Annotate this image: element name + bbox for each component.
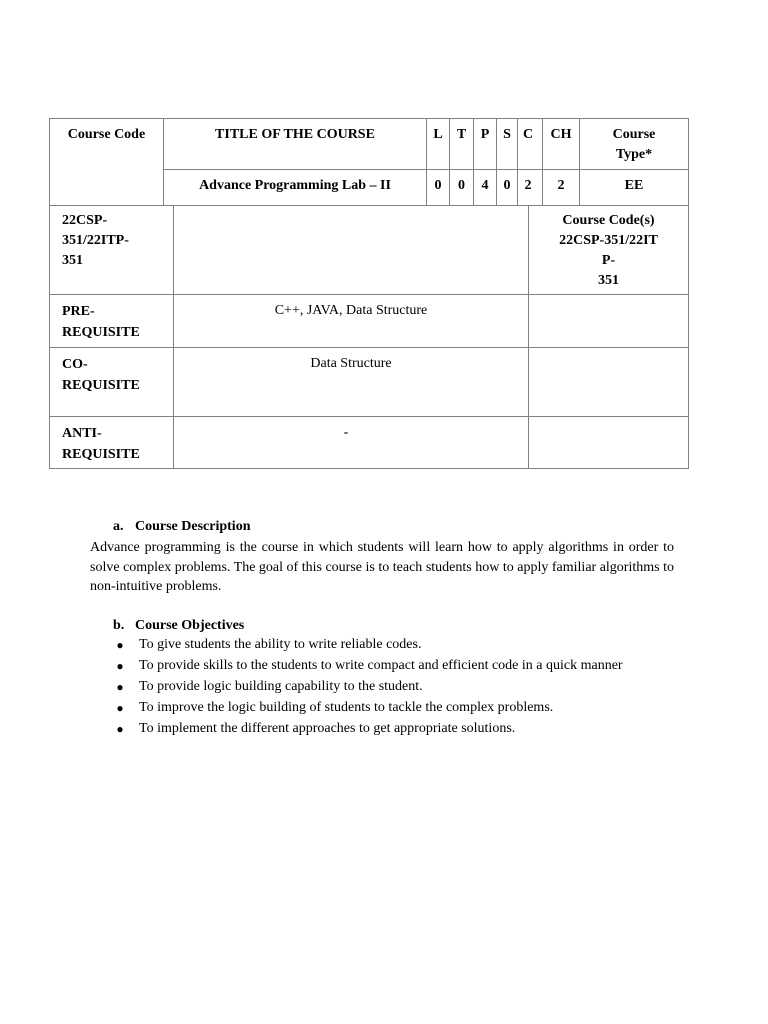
- course-ch: 2: [557, 178, 565, 193]
- course-code-line1: 22CSP-: [62, 213, 108, 228]
- bullet-icon: ●: [116, 701, 124, 715]
- header-p: P: [480, 127, 490, 142]
- table-border-bottom: [49, 468, 689, 469]
- course-codes-right: [529, 211, 688, 291]
- antireq-value: -: [343, 425, 349, 440]
- objectives-heading-text: Course Objectives: [135, 618, 245, 633]
- antireq-label-line2: REQUISITE: [62, 447, 140, 462]
- bullet-icon: ●: [116, 680, 124, 694]
- course-t: 0: [458, 178, 465, 193]
- table-border-top: [49, 118, 689, 119]
- list-item: [112, 677, 692, 698]
- course-code-line3: 351: [62, 253, 83, 268]
- objectives-marker: b.: [113, 618, 125, 633]
- objectives-heading: [113, 616, 244, 636]
- objective-text: To improve the logic building of students to tackle the complex problems.: [139, 700, 554, 715]
- bullet-icon: ●: [116, 722, 124, 736]
- objectives-list: [112, 635, 692, 740]
- header-t: T: [456, 127, 467, 142]
- course-p: 4: [481, 178, 489, 193]
- course-title: Advance Programming Lab – II: [199, 178, 391, 193]
- course-codes-line2: 22CSP-351/22IT: [559, 233, 658, 248]
- objective-text: To implement the different approaches to get appropriate solutions.: [139, 721, 516, 736]
- bullet-icon: ●: [116, 638, 124, 652]
- row-divider: [49, 294, 689, 295]
- description-text: Advance programming is the course in which students will learn how to apply algorithms in order to solve complex problems. The goal of this course is to teach students how to apply familiar algorithms to non-intuitive problems.: [90, 540, 674, 594]
- coreq-value: Data Structure: [310, 356, 392, 371]
- objective-text: To provide logic building capability to the student.: [139, 679, 423, 694]
- header-l: L: [433, 127, 443, 142]
- list-item: [112, 656, 692, 677]
- antireq-label-line1: ANTI-: [62, 426, 102, 441]
- prereq-value: C++, JAVA, Data Structure: [274, 303, 428, 318]
- list-item: [112, 635, 692, 656]
- row-divider: [49, 347, 689, 348]
- prereq-label: [62, 301, 170, 343]
- row-divider: [49, 416, 689, 417]
- objective-text: To provide skills to the students to write compact and efficient code in a quick manner: [139, 658, 623, 673]
- objective-text: To give students the ability to write reliable codes.: [139, 637, 422, 652]
- description-marker: a.: [113, 519, 124, 534]
- header-ch: CH: [550, 127, 572, 142]
- header-c: C: [522, 127, 534, 142]
- description-heading: [113, 517, 251, 537]
- antireq-label: [62, 423, 170, 465]
- header-course-type-line2: Type*: [615, 147, 653, 162]
- header-title: TITLE OF THE COURSE: [215, 127, 375, 142]
- course-l: 0: [434, 178, 442, 193]
- course-codes-line4: 351: [598, 273, 619, 288]
- header-course-code: Course Code: [67, 127, 146, 142]
- header-s: S: [503, 127, 511, 142]
- course-type: EE: [624, 178, 644, 193]
- bullet-icon: ●: [116, 659, 124, 673]
- header-course-type-line1: Course: [612, 127, 656, 142]
- row-divider: [49, 205, 689, 206]
- description-heading-text: Course Description: [135, 519, 251, 534]
- prereq-label-line1: PRE-: [62, 304, 95, 319]
- coreq-label: [62, 354, 170, 396]
- course-code-value: [62, 211, 170, 271]
- course-code-line2: 351/22ITP-: [62, 233, 129, 248]
- list-item: [112, 719, 692, 740]
- course-s: 0: [503, 178, 511, 193]
- coreq-label-line2: REQUISITE: [62, 378, 140, 393]
- list-item: [112, 698, 692, 719]
- course-c: 2: [524, 178, 532, 193]
- row-divider: [163, 169, 689, 170]
- prereq-label-line2: REQUISITE: [62, 325, 140, 340]
- header-course-type: [580, 125, 688, 165]
- course-codes-label: Course Code(s): [562, 213, 655, 228]
- course-codes-line3: P-: [601, 253, 616, 268]
- coreq-label-line1: CO-: [62, 357, 88, 372]
